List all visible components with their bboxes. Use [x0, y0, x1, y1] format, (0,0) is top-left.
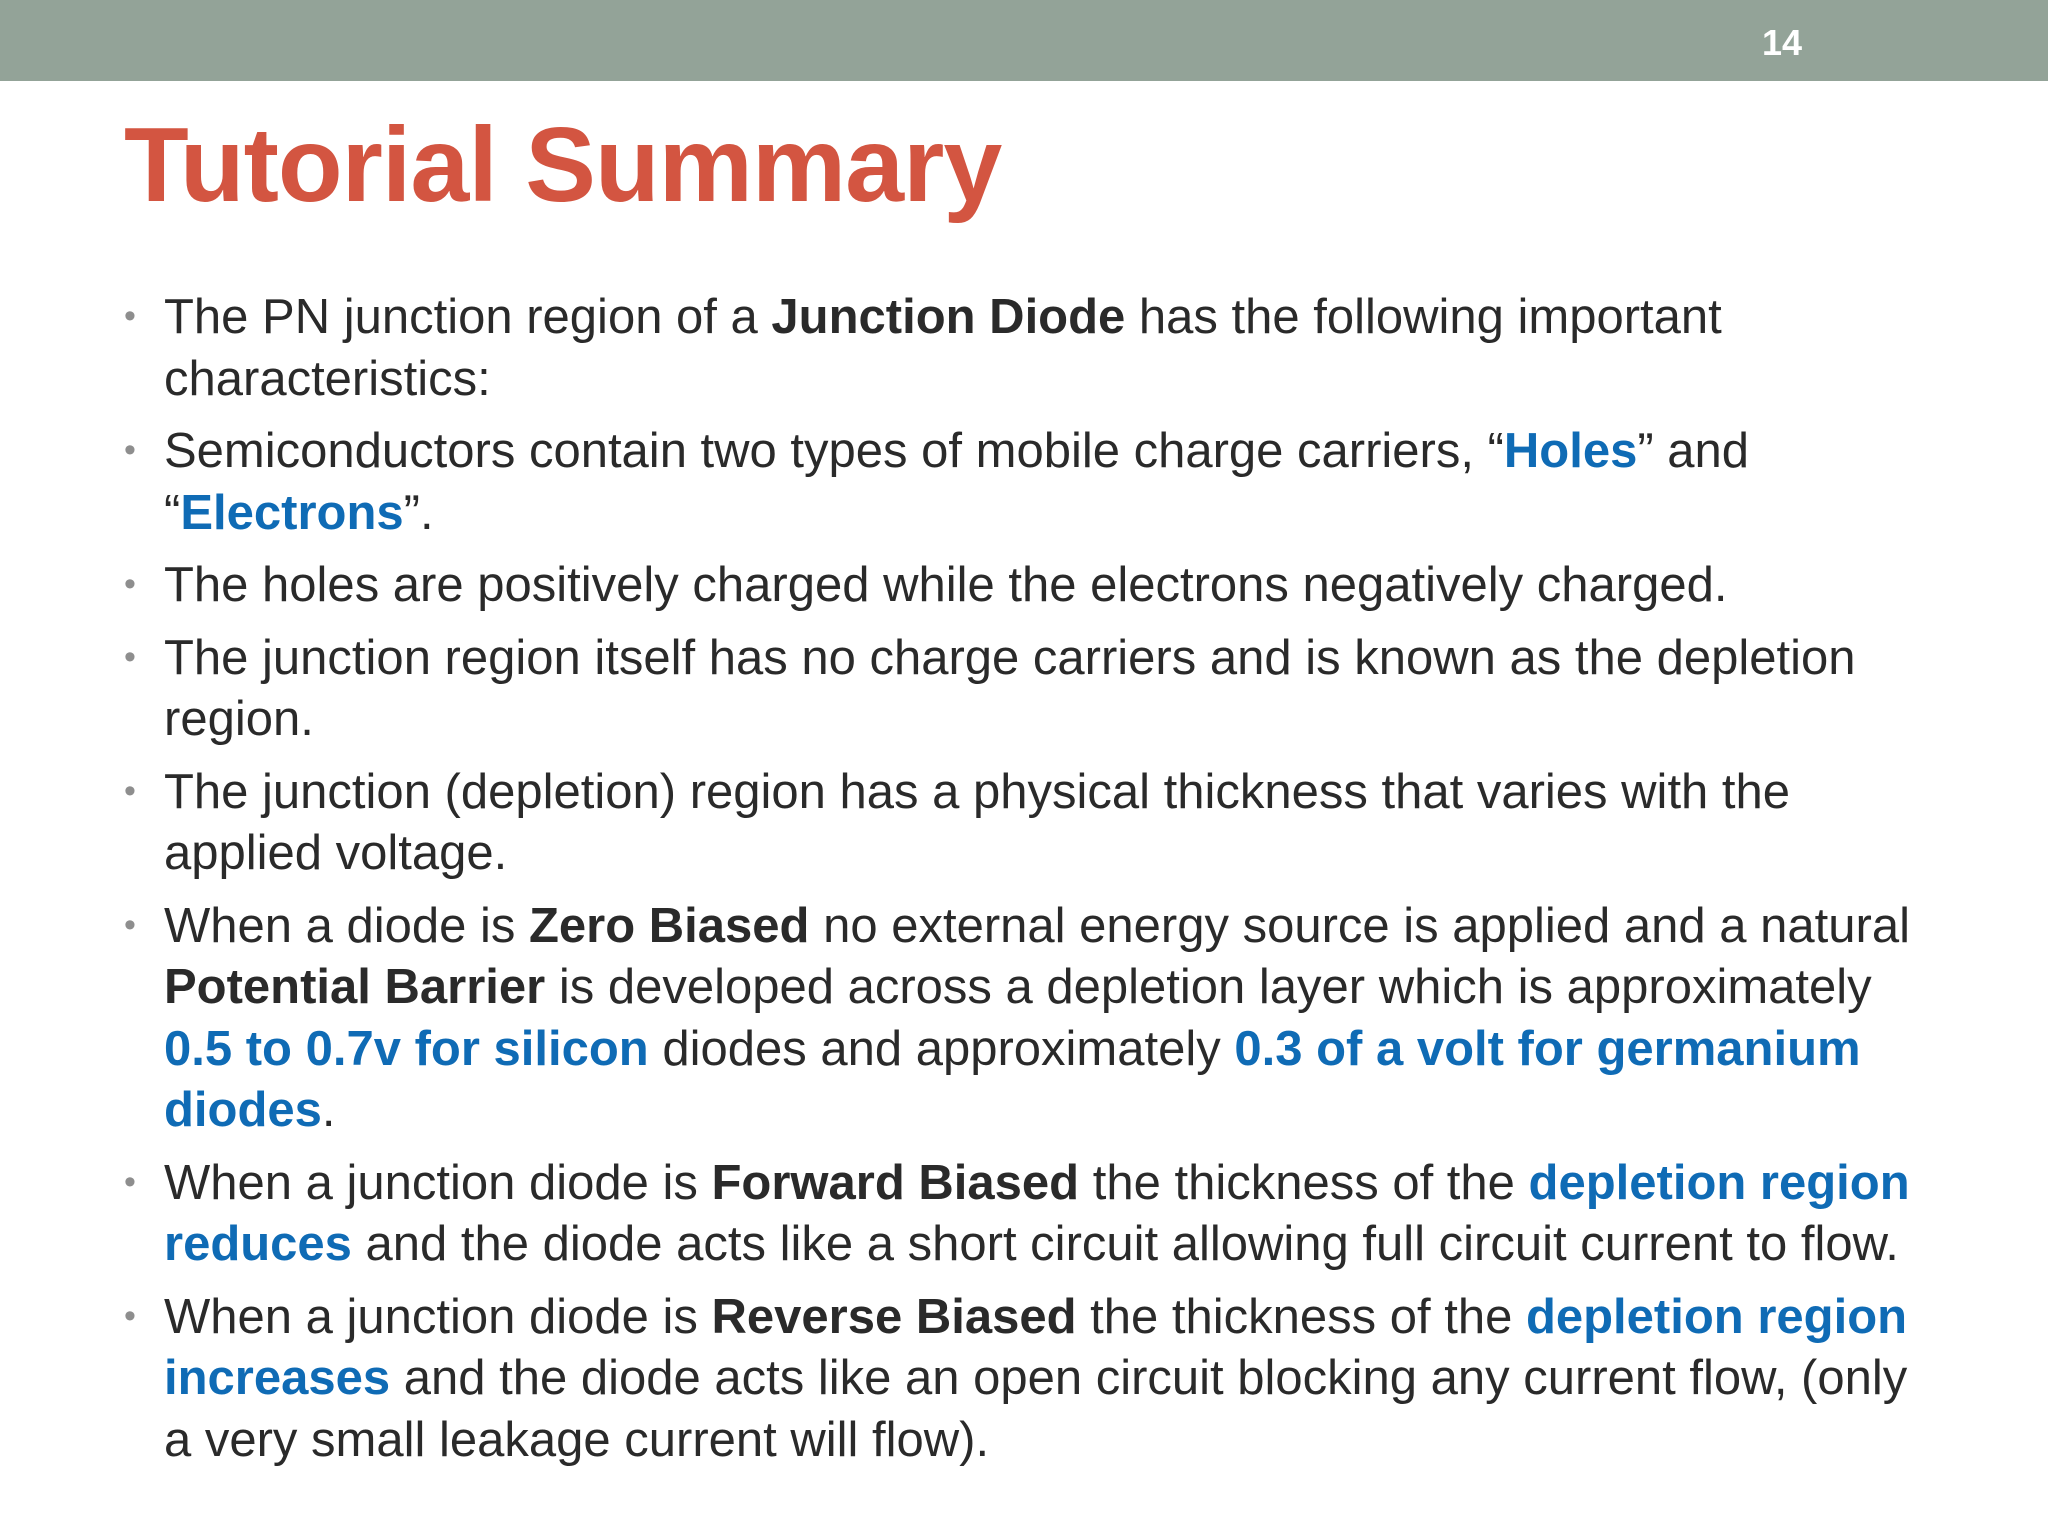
bold-text: Reverse Biased — [711, 1289, 1077, 1344]
text-segment: When a junction diode is — [164, 1155, 712, 1210]
bullet-dot-icon: • — [124, 1162, 136, 1201]
highlighted-text: Holes — [1503, 424, 1638, 478]
highlighted-text: Electrons — [180, 485, 404, 540]
slide-title: Tutorial Summary — [124, 106, 1002, 224]
text-segment: the thickness of the — [1079, 1155, 1529, 1210]
bold-text: Potential Barrier — [164, 960, 546, 1014]
highlighted-text: 0.3 of a volt for germanium diodes — [164, 1021, 1861, 1137]
text-segment: ” and “ — [164, 424, 1750, 540]
header-bar — [0, 0, 2048, 81]
bullet-item — [124, 896, 1924, 1142]
text-segment: The holes are positively charged while the electrons negatively charged. — [164, 558, 1728, 612]
text-segment: has the following important characteristics: — [164, 290, 1722, 406]
highlighted-text: depletion region increases — [164, 1289, 1908, 1405]
bullet-item — [124, 287, 1924, 410]
text-segment: The PN junction region of a — [164, 290, 772, 344]
text-segment: ”. — [403, 485, 434, 540]
text-segment: the thickness of the — [1076, 1289, 1526, 1344]
text-segment: is developed across a depletion layer which is approximately — [545, 960, 1872, 1014]
text-segment: no external energy source is applied and a natural — [809, 898, 1910, 953]
text-segment: . — [321, 1083, 336, 1137]
bullet-dot-icon: • — [124, 637, 136, 676]
bullet-dot-icon: • — [124, 1296, 136, 1335]
text-segment: The junction region itself has no charge carriers and is known as the depletion region. — [164, 630, 1856, 746]
bullet-item — [124, 421, 1924, 544]
bullet-item — [124, 762, 1924, 885]
bold-text: Forward Biased — [711, 1155, 1080, 1210]
bullet-item — [124, 1153, 1924, 1276]
bullet-item — [124, 555, 1924, 617]
bullet-dot-icon: • — [124, 297, 136, 335]
highlighted-text: 0.5 to 0.7v for silicon — [164, 1021, 649, 1076]
bold-text: Junction Diode — [771, 290, 1126, 344]
bullet-dot-icon: • — [124, 905, 136, 944]
bullet-item — [124, 1287, 1924, 1472]
bullet-item — [124, 628, 1924, 751]
bullet-dot-icon: • — [124, 771, 136, 810]
slide-number: 14 — [1761, 22, 1802, 63]
text-segment: and the diode acts like a short circuit allowing full circuit current to flow. — [351, 1217, 1899, 1271]
text-segment: diodes and approximately — [648, 1021, 1235, 1076]
text-segment: Semiconductors contain two types of mobile charge carriers, “ — [164, 424, 1504, 478]
bullet-dot-icon: • — [124, 565, 136, 603]
bold-text: Zero Biased — [529, 898, 810, 953]
text-segment: When a diode is — [164, 898, 529, 953]
highlighted-text: depletion region reduces — [164, 1155, 1910, 1271]
text-segment: When a junction diode is — [164, 1289, 712, 1344]
bullet-dot-icon: • — [124, 431, 136, 469]
bullet-list — [124, 287, 1924, 1482]
text-segment: and the diode acts like an open circuit blocking any current flow, (only a very small leakage current will flow). — [164, 1351, 1908, 1467]
text-segment: The junction (depletion) region has a physical thickness that varies with the applied voltage. — [164, 764, 1791, 880]
